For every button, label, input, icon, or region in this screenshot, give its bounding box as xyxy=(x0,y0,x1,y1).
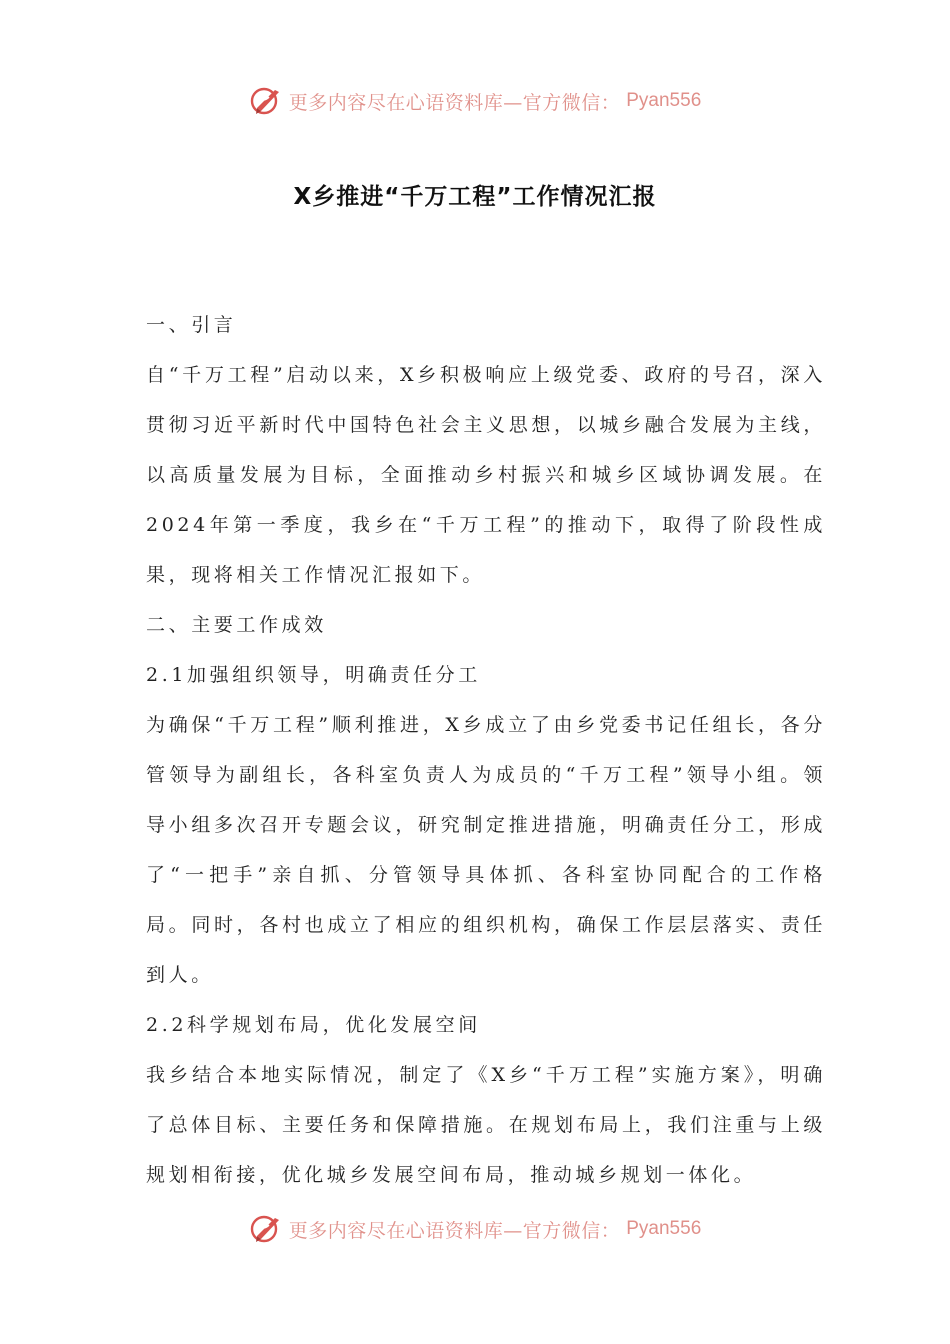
pen-logo-icon xyxy=(249,84,283,118)
watermark-id: Pyan556 xyxy=(626,1218,702,1239)
watermark-text: 更多内容尽在心语资料库—官方微信： xyxy=(288,1219,621,1242)
paragraph-2-2: 我乡结合本地实际情况，制定了《X乡“千万工程”实施方案》，明确了总体目标、主要任务和保障措施。在规划布局上，我们注重与上级规划相衔接，优化城乡发展空间布局，推动城乡规划一体化。 xyxy=(146,1064,826,1186)
document-title: X乡推进“千万工程”工作情况汇报 xyxy=(293,184,657,210)
subsection-heading-2-2: 2.2科学规划布局，优化发展空间 xyxy=(146,1014,481,1036)
subsection-heading-2-1: 2.1加强组织领导，明确责任分工 xyxy=(146,664,481,686)
section-heading-intro: 一、引言 xyxy=(146,314,237,336)
watermark-id: Pyan556 xyxy=(626,90,702,111)
paragraph-intro: 自“千万工程”启动以来，X乡积极响应上级党委、政府的号召，深入贯彻习近平新时代中国特色社会主义思想，以城乡融合发展为主线，以高质量发展为目标，全面推动乡村振兴和城乡区域协调发展。在2024年第一季度，我乡在“千万工程”的推动下，取得了阶段性成果，现将相关工作情况汇报如下。 xyxy=(146,364,826,586)
paragraph-2-1: 为确保“千万工程”顺利推进，X乡成立了由乡党委书记任组长，各分管领导为副组长，各科室负责人为成员的“千万工程”领导小组。领导小组多次召开专题会议，研究制定推进措施，明确责任分工，形成了“一把手”亲自抓、分管领导具体抓、各科室协同配合的工作格局。同时，各村也成立了相应的组织机构，确保工作层层落实、责任到人。 xyxy=(146,714,826,986)
watermark-footer xyxy=(0,1212,950,1246)
section-heading-results: 二、主要工作成效 xyxy=(146,614,327,636)
watermark-header xyxy=(0,84,950,118)
pen-logo-icon xyxy=(249,1212,283,1246)
document-body xyxy=(146,300,826,1200)
watermark-text: 更多内容尽在心语资料库—官方微信： xyxy=(288,91,621,114)
